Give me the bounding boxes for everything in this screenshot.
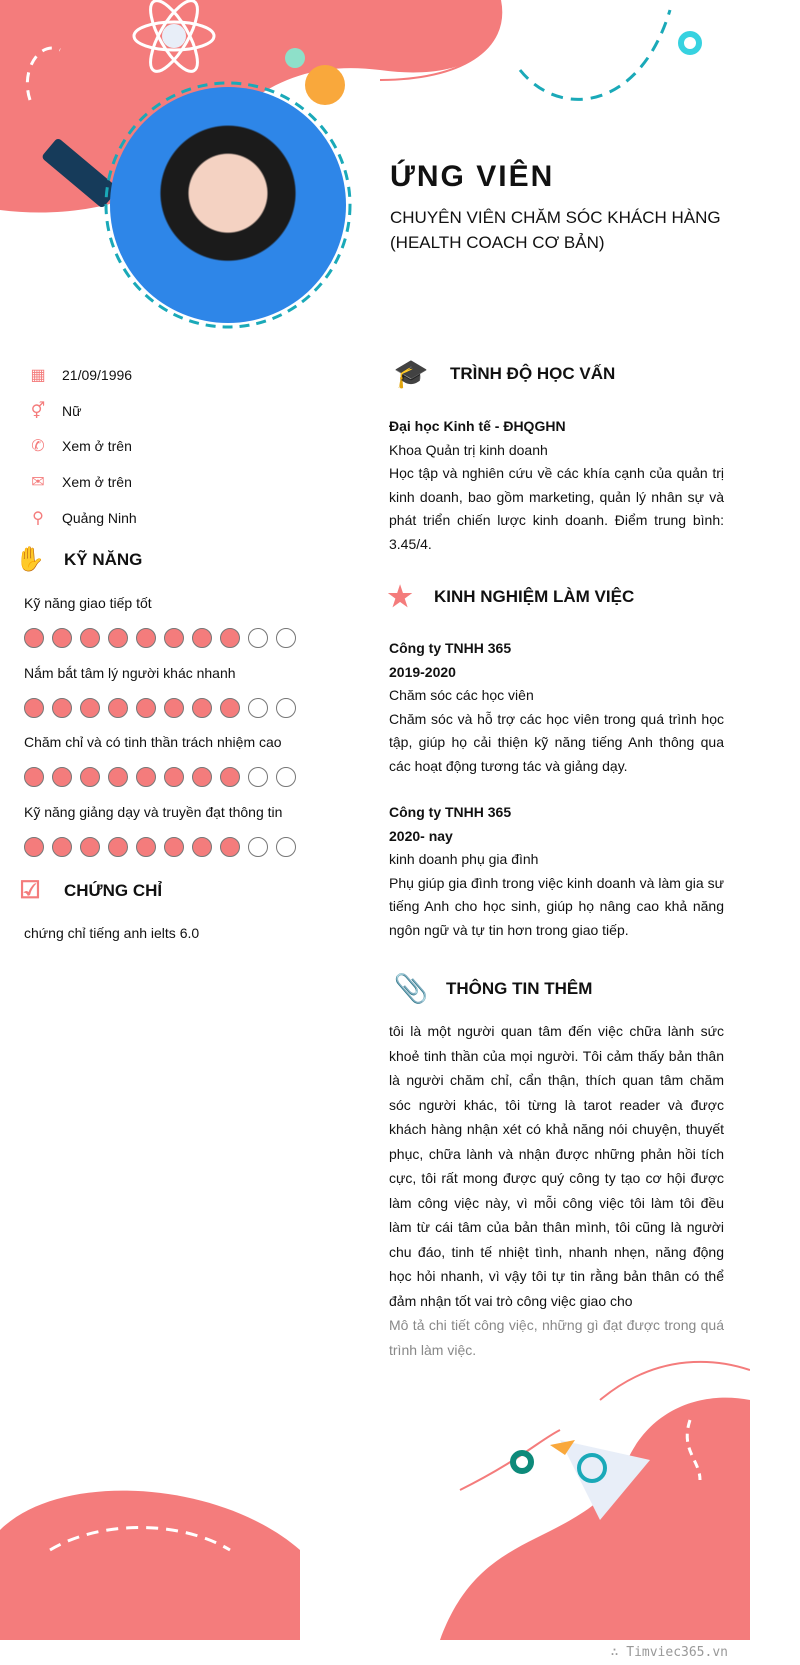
skills-heading: ✋ KỸ NĂNG	[10, 545, 142, 574]
skill-label: Kỹ năng giao tiếp tốt	[24, 595, 152, 611]
rating-dot-empty	[276, 837, 296, 857]
job-title: CHUYÊN VIÊN CHĂM SÓC KHÁCH HÀNG (HEALTH COACH CƠ BẢN)	[390, 208, 721, 252]
rating-dot-filled	[52, 628, 72, 648]
rating-dot-filled	[80, 628, 100, 648]
rating-dot-filled	[192, 767, 212, 787]
rating-dot-empty	[248, 628, 268, 648]
location-icon: ⚲	[32, 510, 44, 527]
skill-rating	[24, 698, 296, 718]
rating-dot-empty	[248, 698, 268, 718]
rating-dot-filled	[164, 628, 184, 648]
rating-dot-filled	[24, 767, 44, 787]
education-entry: Đại học Kinh tế - ĐHQGHN Khoa Quản trị kinh doanh Học tập và nghiên cứu về các khía cạnh của quản trị kinh doanh, bao gồm marketing, quản lý nhân sự và phát triển chiến lược kinh doanh. Điểm trung bình: 3.45/4.	[389, 418, 724, 552]
paperclip-icon: 📎	[393, 973, 429, 1004]
rating-dot-empty	[248, 837, 268, 857]
skill-rating	[24, 837, 296, 857]
skill-label: Nắm bắt tâm lý người khác nhanh	[24, 664, 236, 681]
calendar-icon: ▦	[30, 367, 46, 384]
rating-dot-filled	[52, 767, 72, 787]
rating-dot-filled	[164, 698, 184, 718]
candidate-name: ỨNG VIÊN	[390, 160, 555, 193]
cert-text: chứng chỉ tiếng anh ielts 6.0	[24, 925, 200, 941]
rating-dot-filled	[220, 698, 240, 718]
rating-dot-filled	[24, 698, 44, 718]
rating-dot-filled	[192, 837, 212, 857]
rating-dot-empty	[276, 767, 296, 787]
watermark: ∴ Timviec365.vn	[610, 1645, 728, 1660]
rating-dot-filled	[220, 837, 240, 857]
job-entry: Công ty TNHH 365 2020- nay kinh doanh phụ gia đình Phụ giúp gia đình trong việc kinh doanh và làm gia sư tiếng Anh cho học sinh, giúp họ nâng cao khả năng ngôn ngữ và tự tin hơn trong giao tiếp.	[389, 804, 724, 938]
skill-label: Chăm chỉ và có tinh thần trách nhiệm cao	[24, 734, 282, 750]
avatar	[110, 87, 346, 323]
rating-dot-filled	[80, 698, 100, 718]
rating-dot-filled	[136, 767, 156, 787]
hand-icon: ✋	[15, 546, 45, 573]
info-birthdate: ▦ 21/09/1996	[28, 365, 132, 385]
more-info-heading: 📎 THÔNG TIN THÊM	[390, 972, 592, 1005]
more-info-text: tôi là một người quan tâm đến việc chữa lành sức khoẻ tinh thần của mọi người. Tôi cảm thấy bản thân là người chăm chỉ, cẩn thận, thích quan tâm chăm sóc người khác, tôi từng là tarot reader và được khách hàng nhận xét có khả năng nói chuyện, thuyết phục, chữa lành và nhận được những phản hồi tích cực, tôi rất mong được quý công ty tạo cơ hội được làm công việc này, vì mỗi công việc tôi làm tôi đều làm từ cái tâm của bản thân mình, tôi cũng là người chu đáo, tinh tế nhiệt tình, nhanh nhẹn, năng động học hỏi nhanh, vì vậy tôi tự tin rằng bản thân có thể đảm nhận tốt vai trò công việc giao cho Mô tả chi tiết công việc, những gì đạt được trong quá trình làm việc.	[389, 1023, 724, 1358]
rating-dot-filled	[80, 767, 100, 787]
info-gender: ⚥ Nữ	[28, 401, 81, 421]
rating-dot-filled	[220, 767, 240, 787]
skill-rating	[24, 767, 296, 787]
education-heading: 🎓 TRÌNH ĐỘ HỌC VẤN	[386, 357, 615, 390]
experience-heading: ★ KINH NGHIỆM LÀM VIỆC	[380, 580, 634, 613]
phone-icon: ✆	[31, 438, 45, 455]
rating-dot-filled	[164, 837, 184, 857]
rating-dot-filled	[52, 698, 72, 718]
rating-dot-filled	[192, 698, 212, 718]
footer-decoration	[0, 1350, 750, 1640]
rating-dot-filled	[52, 837, 72, 857]
email-icon: ✉	[31, 474, 45, 491]
certs-heading: ☑ CHỨNG CHỈ	[10, 876, 162, 905]
rating-dot-filled	[108, 767, 128, 787]
rating-dot-empty	[248, 767, 268, 787]
checklist-icon: ☑	[19, 877, 41, 904]
rating-dot-filled	[164, 767, 184, 787]
rating-dot-filled	[136, 628, 156, 648]
rating-dot-filled	[108, 837, 128, 857]
experience-list	[389, 637, 724, 942]
rating-dot-empty	[276, 628, 296, 648]
rating-dot-filled	[80, 837, 100, 857]
header-decoration	[0, 0, 750, 330]
star-icon: ★	[387, 581, 413, 612]
skill-label: Kỹ năng giảng dạy và truyền đạt thông tin	[24, 803, 283, 820]
info-phone: ✆ Xem ở trên	[28, 436, 132, 456]
info-email: ✉ Xem ở trên	[28, 472, 132, 492]
rating-dot-filled	[108, 698, 128, 718]
rating-dot-filled	[24, 628, 44, 648]
rating-dot-filled	[24, 837, 44, 857]
rating-dot-filled	[192, 628, 212, 648]
gender-icon: ⚥	[30, 403, 46, 420]
graduation-cap-icon: 🎓	[393, 358, 429, 389]
rating-dot-filled	[108, 628, 128, 648]
rating-dot-filled	[220, 628, 240, 648]
job-entry: Công ty TNHH 365 2019-2020 Chăm sóc các học viên Chăm sóc và hỗ trợ các học viên trong quá trình học tập, giúp họ cải thiện kỹ năng tiếng Anh thông qua các hoạt động tương tác và giảng dạy.	[389, 640, 724, 774]
rating-dot-empty	[276, 698, 296, 718]
rating-dot-filled	[136, 698, 156, 718]
info-location: ⚲ Quảng Ninh	[28, 508, 137, 528]
rating-dot-filled	[136, 837, 156, 857]
skill-rating	[24, 628, 296, 648]
